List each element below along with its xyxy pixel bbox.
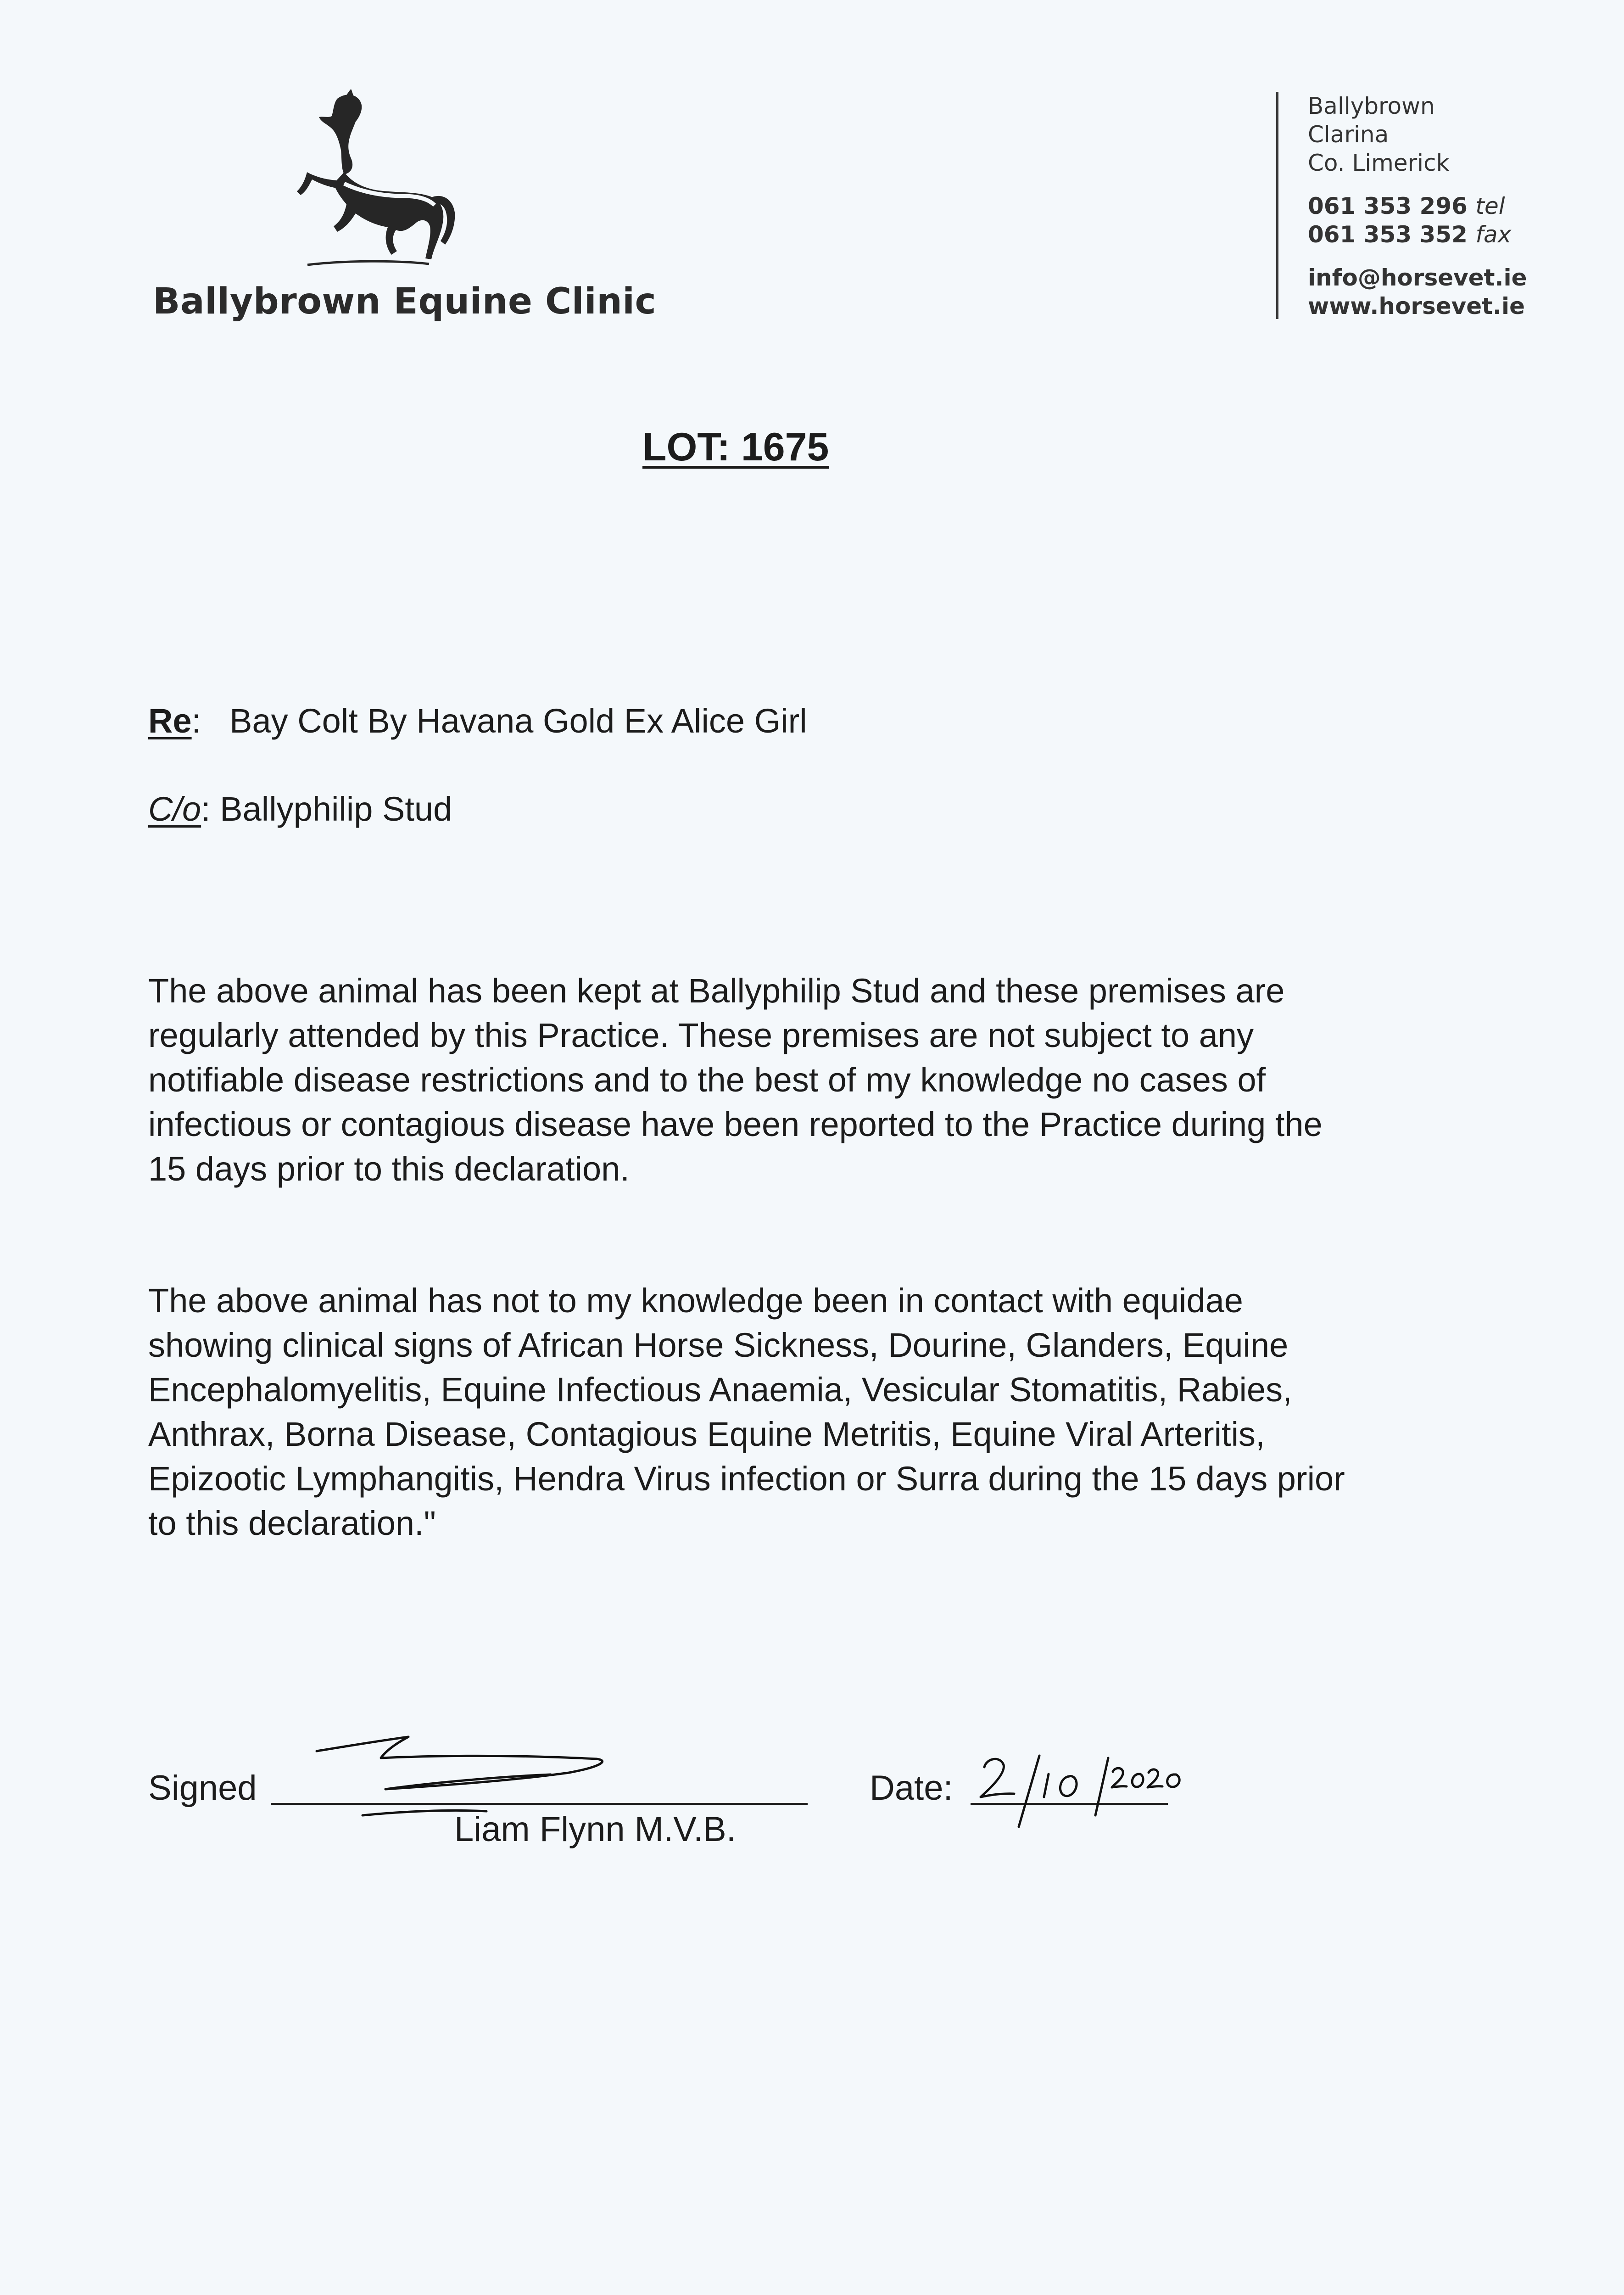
header-divider [1276,92,1278,319]
contact-block [1308,92,1527,320]
email-link[interactable]: info@horsevet.ie [1308,264,1527,291]
declaration-paragraph-2: The above animal has not to my knowledge been in contact with equidae showing clinical signs of African Horse Sickness, Dourine, Glanders, Equine Encephalomyelitis, Equine Infectious Anaemia, Vesicular Stomatitis, Rabies, Anthrax, Borna Disease, Contagious Equine Metritis, Equine Viral Arteritis, Epizootic Lymphangitis, Hendra Virus infection or Surra during the 15 days prior to this declaration." [148,1282,1345,1542]
care-of-value: Ballyphilip Stud [210,790,452,828]
re-colon: : [191,702,201,740]
prancing-horse-logo-icon [282,90,457,273]
phone-line [1308,192,1527,220]
clinic-name: Ballybrown Equine Clinic [153,281,657,322]
handwritten-date [975,1740,1232,1831]
care-of-label: C/o [148,790,201,828]
care-of-line [148,789,452,828]
fax-suffix: fax [1475,221,1512,248]
signer-name: Liam Flynn M.V.B. [454,1810,736,1849]
phone-suffix: tel [1475,193,1505,219]
website-link[interactable]: www.horsevet.ie [1308,293,1525,319]
phone-number: 061 353 296 [1308,193,1468,219]
declaration-paragraph-1: The above animal has been kept at Ballyphilip Stud and these premises are regularly attended by this Practice. These premises are not subject to any notifiable disease restrictions and to the best of my knowledge no cases of infectious or contagious disease have been reported to the Practice during the 15 days prior to this declaration. [148,972,1323,1188]
date-label: Date: [870,1769,953,1808]
lot-number-heading: LOT: 1675 [642,425,829,469]
re-value: Bay Colt By Havana Gold Ex Alice Girl [229,702,807,740]
signed-label: Signed [148,1769,257,1808]
re-line [148,701,807,740]
re-label: Re [148,702,192,740]
fax-line [1308,220,1527,249]
address-line-1: Ballybrown [1308,93,1435,119]
care-of-colon: : [201,790,211,828]
address-line-3: Co. Limerick [1308,150,1450,176]
address-line-2: Clarina [1308,121,1389,148]
fax-number: 061 353 352 [1308,221,1468,248]
